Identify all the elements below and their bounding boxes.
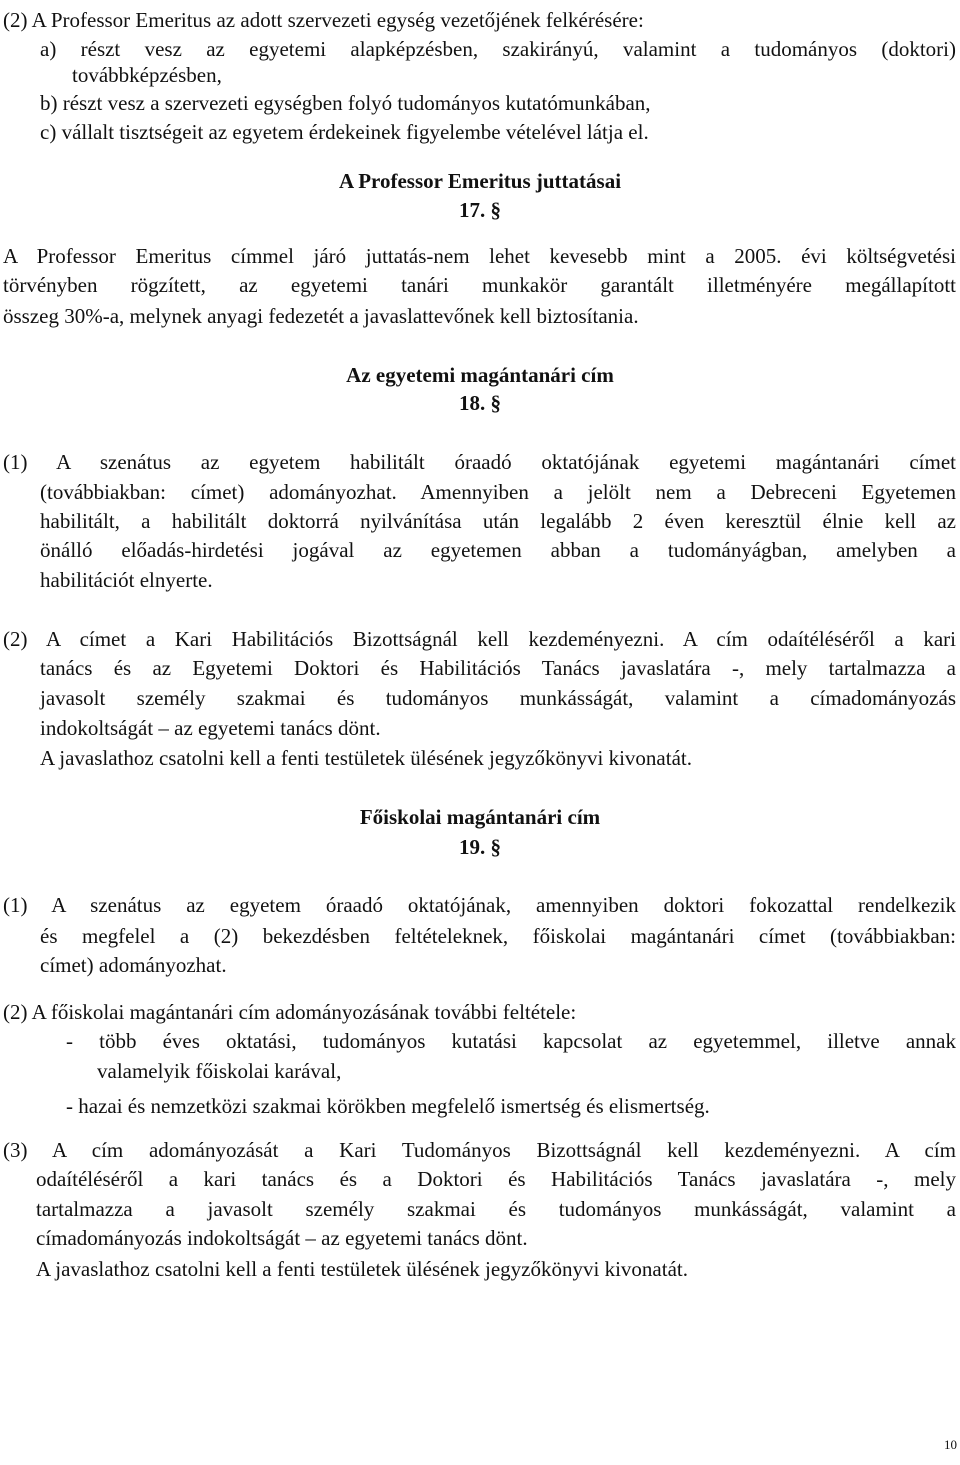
- section-19-title: 19. §: [459, 835, 501, 859]
- para-2-intro: (2) A Professor Emeritus az adott szervezeti egység vezetőjének felkérésére:: [3, 8, 644, 32]
- s18-p2-line-3: javasolt személy szakmai és tudományos munkásságát, valamint a címadományozás: [40, 686, 956, 710]
- s18-p1-line-1: (1) A szenátus az egyetem habilitált óraadó oktatójának egyetemi magántanári címet: [3, 450, 956, 474]
- s19-p2-bullet-2: - hazai és nemzetközi szakmai körökben megfelelő ismertség és elismertség.: [66, 1094, 710, 1118]
- s18-p2-line-2: tanács és az Egyetemi Doktori és Habilitációs Tanács javaslatára -, mely tartalmazza a: [40, 656, 956, 680]
- s19-p3-line-3: tartalmazza a javasolt személy szakmai és tudományos munkásságát, valamint a: [36, 1197, 956, 1221]
- s18-p2-line-5: A javaslathoz csatolni kell a fenti testületek ülésének jegyzőkönyvi kivonatát.: [40, 746, 692, 770]
- s19-p3-line-2: odaítéléséről a kari tanács és a Doktori és Habilitációs Tanács javaslatára -, mely: [36, 1167, 956, 1191]
- s19-p2-bullet-1-line-2: valamelyik főiskolai karával,: [97, 1059, 342, 1083]
- s19-p3-line-4: címadományozás indokoltságát – az egyetemi tanács dönt.: [36, 1226, 528, 1250]
- heading-professor-emeritus-benefits: A Professor Emeritus juttatásai: [338, 169, 622, 193]
- s19-p3-line-1: (3) A cím adományozását a Kari Tudományos Bizottságnál kell kezdeményezni. A cím: [3, 1138, 956, 1162]
- s18-p1-line-3: habilitált, a habilitált doktorrá nyilvánítása után legalább 2 éven keresztül élnie kell az: [40, 509, 956, 533]
- s17-line-1: A Professor Emeritus címmel járó juttatás-nem lehet kevesebb mint a 2005. évi költségvetési: [3, 244, 956, 268]
- item-a-line-1: a) részt vesz az egyetemi alapképzésben, szakirányú, valamint a tudományos (doktori): [40, 37, 956, 61]
- page-number: 10: [944, 1437, 957, 1452]
- s19-p2-line-1: (2) A főiskolai magántanári cím adományozásának további feltétele:: [3, 1000, 577, 1024]
- section-17-title: 17. §: [459, 198, 501, 222]
- s19-p1-line-3: címet) adományozhat.: [40, 953, 227, 977]
- s18-p2-line-1: (2) A címet a Kari Habilitációs Bizottságnál kell kezdeményezni. A cím odaítéléséről a kari: [3, 627, 956, 651]
- s19-p2-bullet-1-line-1: - több éves oktatási, tudományos kutatási kapcsolat az egyetemmel, illetve annak: [66, 1029, 956, 1053]
- item-b: b) részt vesz a szervezeti egységben folyó tudományos kutatómunkában,: [40, 91, 651, 115]
- s17-line-2: törvényben rögzített, az egyetemi tanári munkakör garantált illetményére megállapított: [3, 273, 956, 297]
- s18-p1-line-4: önálló előadás-hirdetési jogával az egyetemen abban a tudományágban, amelyben a: [40, 538, 956, 562]
- s17-line-3: összeg 30%-a, melynek anyagi fedezetét a javaslattevőnek kell biztosítania.: [3, 304, 639, 328]
- s18-p2-line-4: indokoltságát – az egyetemi tanács dönt.: [40, 716, 381, 740]
- s18-p1-line-2: (továbbiakban: címet) adományozhat. Amennyiben a jelölt nem a Debreceni Egyetemen: [40, 480, 956, 504]
- item-a-line-2: továbbképzésben,: [72, 63, 222, 87]
- s19-p1-line-2: és megfelel a (2) bekezdésben feltételeknek, főiskolai magántanári címet (továbbiakban:: [40, 924, 956, 948]
- item-c: c) vállalt tisztségeit az egyetem érdekeinek figyelembe vételével látja el.: [40, 120, 649, 144]
- heading-university-private-lecturer: Az egyetemi magántanári cím: [346, 363, 614, 387]
- s19-p3-line-5: A javaslathoz csatolni kell a fenti testületek ülésének jegyzőkönyvi kivonatát.: [36, 1257, 688, 1281]
- s19-p1-line-1: (1) A szenátus az egyetem óraadó oktatójának, amennyiben doktori fokozattal rendelkezik: [3, 893, 956, 917]
- heading-college-private-lecturer: Főiskolai magántanári cím: [359, 805, 601, 829]
- s18-p1-line-5: habilitációt elnyerte.: [40, 568, 213, 592]
- section-18-title: 18. §: [459, 391, 501, 415]
